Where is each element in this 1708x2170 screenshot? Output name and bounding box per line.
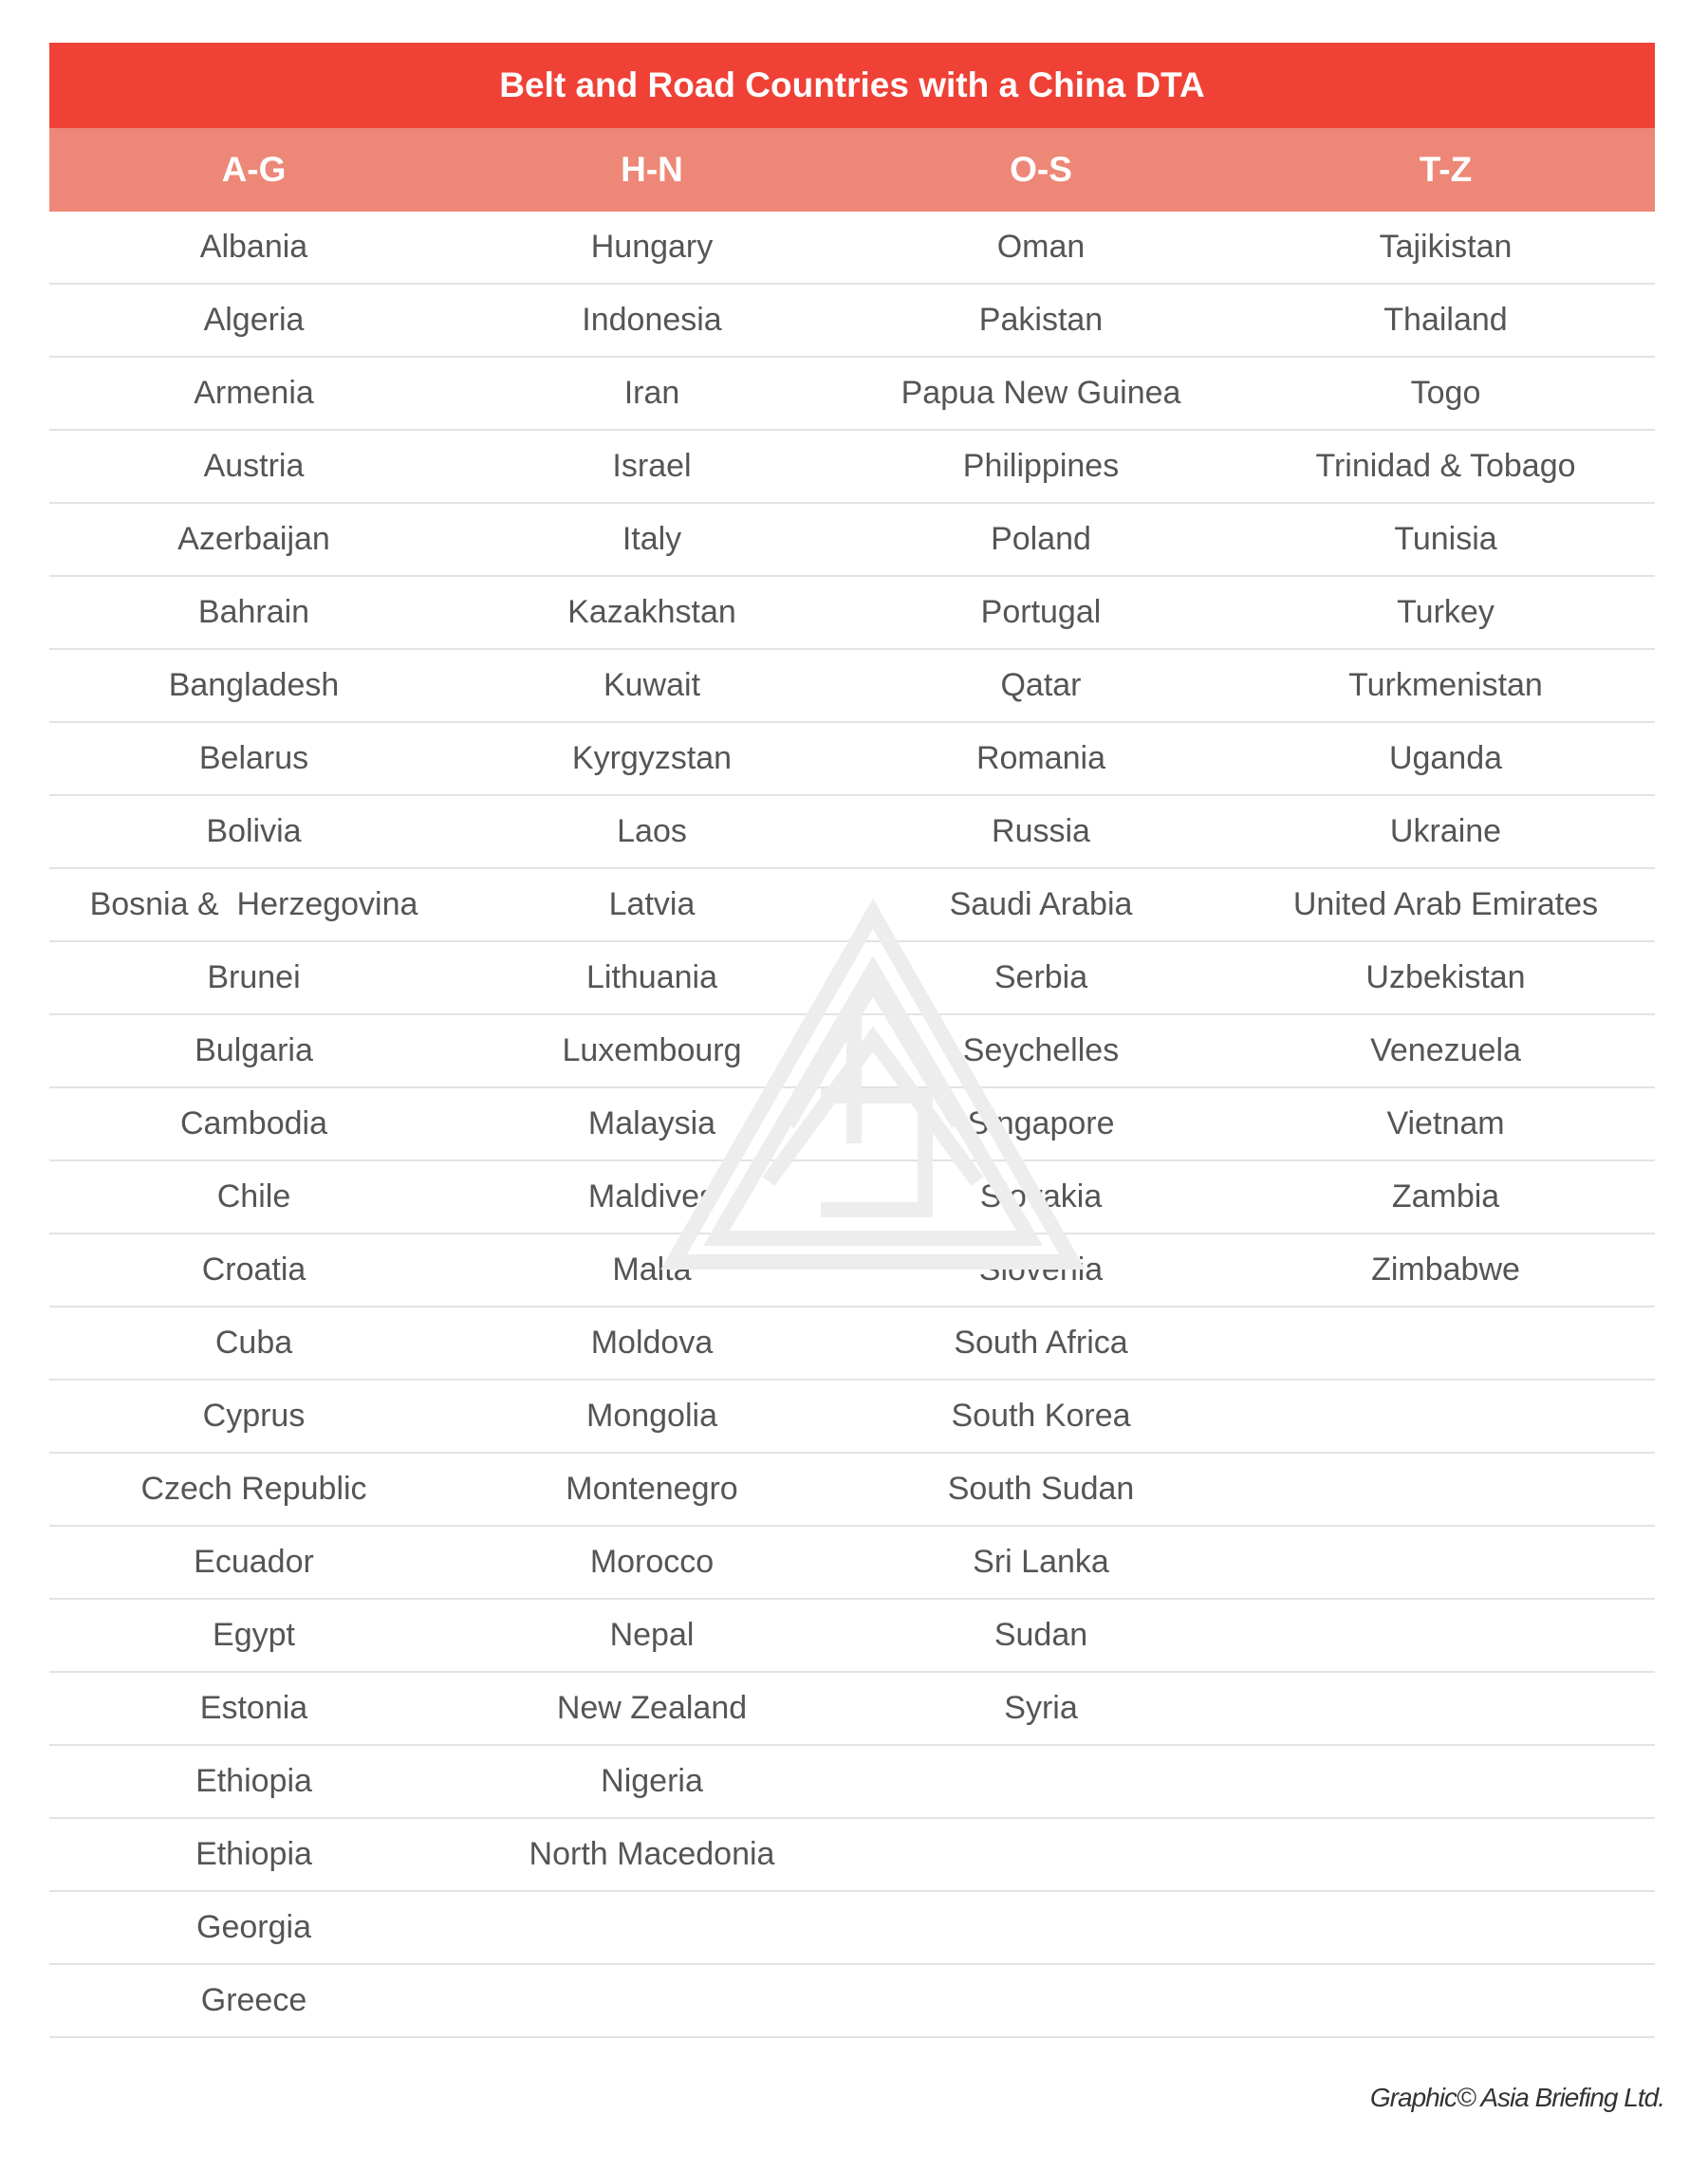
table-row bbox=[49, 1381, 1655, 1454]
country-cell: Chile bbox=[216, 1178, 291, 1215]
country-cell: Papua New Guinea bbox=[900, 375, 1181, 411]
credit-line: Graphic© Asia Briefing Ltd. bbox=[1369, 2083, 1664, 2112]
country-cell: Oman bbox=[996, 229, 1086, 265]
table-row bbox=[49, 1308, 1655, 1381]
table-row bbox=[49, 577, 1655, 650]
country-cell: Nigeria bbox=[601, 1763, 703, 1799]
table-row bbox=[49, 1892, 1655, 1965]
country-cell: Austria bbox=[203, 448, 305, 484]
table-row bbox=[49, 1746, 1655, 1819]
table-row bbox=[49, 1161, 1655, 1234]
country-cell: Greece bbox=[200, 1982, 307, 2018]
country-cell: Algeria bbox=[203, 302, 305, 338]
table-body bbox=[49, 212, 1655, 2038]
table-row bbox=[49, 504, 1655, 577]
country-cell: Bosnia & Herzegovina bbox=[89, 886, 418, 922]
country-cell: Turkmenistan bbox=[1348, 667, 1543, 703]
table-row bbox=[49, 1600, 1655, 1673]
country-cell: Venezuela bbox=[1370, 1032, 1521, 1068]
country-cell: Philippines bbox=[962, 448, 1120, 484]
country-cell: Lithuania bbox=[585, 959, 717, 995]
table-row bbox=[49, 358, 1655, 431]
country-cell: Bolivia bbox=[206, 813, 302, 849]
country-cell: Syria bbox=[1004, 1690, 1078, 1726]
country-cell: Maldives bbox=[587, 1178, 716, 1215]
country-cell: Ukraine bbox=[1389, 813, 1502, 849]
country-cell: Cyprus bbox=[202, 1398, 306, 1434]
country-cell: Sudan bbox=[993, 1617, 1088, 1653]
country-cell: Egypt bbox=[213, 1617, 295, 1653]
country-cell: Uzbekistan bbox=[1365, 959, 1526, 995]
country-cell bbox=[845, 1965, 1236, 2036]
country-cell: Singapore bbox=[967, 1105, 1115, 1141]
country-cell: Brunei bbox=[207, 959, 301, 995]
country-cell: South Sudan bbox=[947, 1471, 1135, 1507]
country-cell: Uganda bbox=[1388, 740, 1503, 776]
table-row bbox=[49, 285, 1655, 358]
country-cell: Turkey bbox=[1397, 594, 1494, 630]
column-header-a-g: A-G bbox=[221, 150, 287, 189]
country-cell: Slovakia bbox=[979, 1178, 1103, 1215]
country-cell: Albania bbox=[199, 229, 308, 265]
table-row bbox=[49, 431, 1655, 504]
country-cell: Nepal bbox=[609, 1617, 695, 1653]
table-row bbox=[49, 212, 1655, 285]
table-row bbox=[49, 1454, 1655, 1527]
country-cell: Serbia bbox=[993, 959, 1088, 995]
country-cell: Russia bbox=[992, 813, 1090, 849]
country-cell: Tunisia bbox=[1394, 521, 1497, 557]
country-cell: South Korea bbox=[951, 1398, 1131, 1434]
country-cell: Cambodia bbox=[180, 1105, 327, 1141]
country-cell: Georgia bbox=[196, 1909, 311, 1945]
country-cell: Croatia bbox=[201, 1252, 306, 1288]
table-row bbox=[49, 1527, 1655, 1600]
country-cell: Slovenia bbox=[978, 1252, 1104, 1288]
country-cell: Qatar bbox=[1000, 667, 1082, 703]
country-cell: Montenegro bbox=[566, 1471, 738, 1507]
table-row bbox=[49, 869, 1655, 942]
country-cell: Bangladesh bbox=[168, 667, 340, 703]
country-cell bbox=[845, 1819, 1236, 1890]
column-header-t-z: T-Z bbox=[1419, 150, 1473, 189]
country-cell: Malaysia bbox=[587, 1105, 716, 1141]
country-cell: Togo bbox=[1410, 375, 1481, 411]
country-cell bbox=[1236, 1381, 1655, 1452]
country-cell: Kuwait bbox=[603, 667, 701, 703]
table-row bbox=[49, 796, 1655, 869]
country-cell bbox=[845, 1746, 1236, 1817]
country-cell bbox=[1236, 1308, 1655, 1379]
table-row bbox=[49, 1234, 1655, 1308]
country-cell: Indonesia bbox=[582, 302, 722, 338]
country-cell: Ethiopia bbox=[195, 1763, 312, 1799]
country-cell: Italy bbox=[622, 521, 682, 557]
table-row bbox=[49, 1673, 1655, 1746]
country-cell: Luxembourg bbox=[562, 1032, 742, 1068]
country-cell bbox=[458, 1965, 845, 2036]
country-cell: Saudi Arabia bbox=[949, 886, 1133, 922]
table-row bbox=[49, 942, 1655, 1015]
country-cell: Seychelles bbox=[962, 1032, 1120, 1068]
country-cell bbox=[1236, 1746, 1655, 1817]
country-cell: Thailand bbox=[1383, 302, 1508, 338]
table-row bbox=[49, 1088, 1655, 1161]
dta-table bbox=[49, 43, 1655, 2038]
country-cell: Cuba bbox=[214, 1325, 293, 1361]
country-cell: Malta bbox=[612, 1252, 692, 1288]
country-cell: Sri Lanka bbox=[973, 1544, 1109, 1580]
country-cell: Iran bbox=[623, 375, 680, 411]
table-row bbox=[49, 1819, 1655, 1892]
country-cell: Ecuador bbox=[194, 1544, 314, 1580]
country-cell bbox=[1236, 1673, 1655, 1744]
country-cell: Bulgaria bbox=[195, 1032, 313, 1068]
country-cell: Trinidad & Tobago bbox=[1315, 448, 1576, 484]
country-cell: Latvia bbox=[608, 886, 696, 922]
table-row bbox=[49, 650, 1655, 723]
country-cell: United Arab Emirates bbox=[1292, 886, 1599, 922]
country-cell: Zimbabwe bbox=[1371, 1252, 1520, 1288]
country-cell bbox=[1236, 1600, 1655, 1671]
country-cell: Tajikistan bbox=[1379, 229, 1513, 265]
country-cell: Kazakhstan bbox=[567, 594, 736, 630]
country-cell: Mongolia bbox=[586, 1398, 717, 1434]
table-title: Belt and Road Countries with a China DTA bbox=[49, 43, 1655, 128]
country-cell: New Zealand bbox=[556, 1690, 748, 1726]
country-cell: Laos bbox=[617, 813, 687, 849]
country-cell: Kyrgyzstan bbox=[571, 740, 733, 776]
country-cell: Bahrain bbox=[197, 594, 310, 630]
country-cell: Portugal bbox=[980, 594, 1102, 630]
country-cell: Pakistan bbox=[978, 302, 1104, 338]
country-cell: Azerbaijan bbox=[177, 521, 330, 557]
column-header-h-n: H-N bbox=[621, 150, 683, 189]
country-cell: North Macedonia bbox=[529, 1836, 775, 1872]
country-cell bbox=[1236, 1965, 1655, 2036]
column-header-row bbox=[49, 128, 1655, 212]
country-cell bbox=[845, 1892, 1236, 1963]
country-cell: Czech Republic bbox=[140, 1471, 367, 1507]
country-cell: Moldova bbox=[590, 1325, 714, 1361]
country-cell: Morocco bbox=[589, 1544, 715, 1580]
table-row bbox=[49, 1965, 1655, 2038]
country-cell: Romania bbox=[975, 740, 1106, 776]
country-cell: Ethiopia bbox=[195, 1836, 312, 1872]
country-cell: Vietnam bbox=[1386, 1105, 1505, 1141]
country-cell: Hungary bbox=[590, 229, 714, 265]
country-cell bbox=[1236, 1454, 1655, 1525]
country-cell: Belarus bbox=[198, 740, 309, 776]
country-cell bbox=[1236, 1892, 1655, 1963]
table-row bbox=[49, 723, 1655, 796]
country-cell: Estonia bbox=[199, 1690, 308, 1726]
country-cell bbox=[1236, 1819, 1655, 1890]
country-cell: Zambia bbox=[1391, 1178, 1500, 1215]
country-cell: Armenia bbox=[194, 375, 314, 411]
country-cell bbox=[1236, 1527, 1655, 1598]
country-cell: Israel bbox=[612, 448, 692, 484]
table-row bbox=[49, 1015, 1655, 1088]
column-header-o-s: O-S bbox=[1010, 150, 1072, 189]
country-cell bbox=[458, 1892, 845, 1963]
country-cell: Poland bbox=[991, 521, 1091, 557]
country-cell: South Africa bbox=[954, 1325, 1128, 1361]
